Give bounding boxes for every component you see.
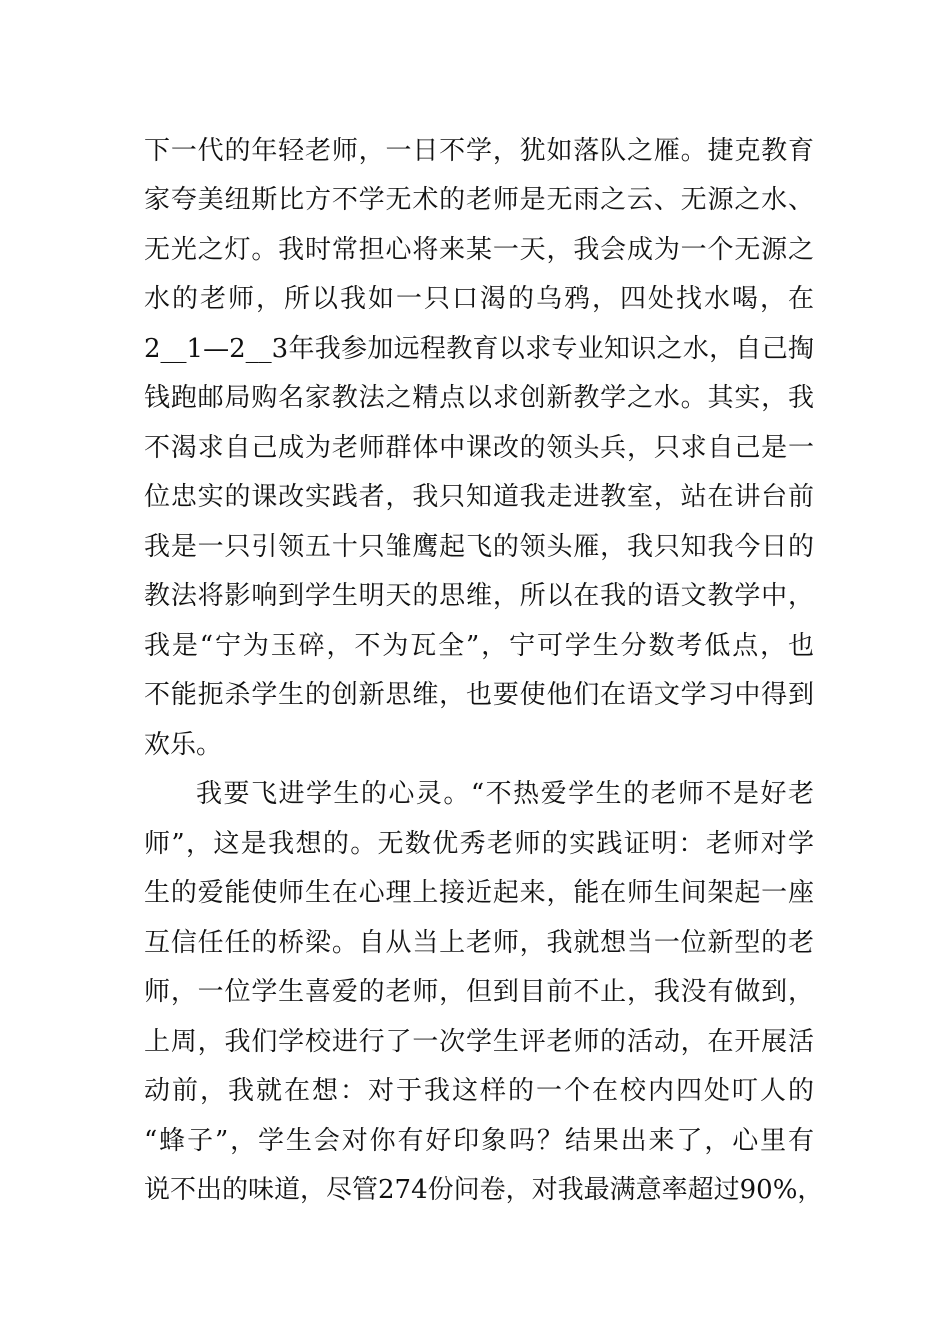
text-line: 我要飞进学生的心灵。“不热爱学生的老师不是好老 xyxy=(196,779,814,809)
text-line: 钱跑邮局购名家教法之精点以求创新教学之水。其实，我 xyxy=(144,383,814,413)
text-line: 位忠实的课改实践者，我只知道我走进教室，站在讲台前 xyxy=(144,482,814,512)
text-line: 水的老师，所以我如一只口渴的乌鸦，四处找水喝，在 xyxy=(144,284,814,314)
text-line: 动前，我就在想：对于我这样的一个在校内四处叮人的 xyxy=(144,1076,814,1106)
text-line: 师，一位学生喜爱的老师，但到目前不止，我没有做到， xyxy=(144,977,814,1007)
text-line: 无光之灯。我时常担心将来某一天，我会成为一个无源之 xyxy=(144,235,814,265)
text-line: 不渴求自己成为老师群体中课改的领头兵，只求自己是一 xyxy=(144,433,814,463)
text-line: 说不出的味道，尽管274份问卷，对我最满意率超过90%， xyxy=(144,1175,824,1205)
text-line: 下一代的年轻老师，一日不学，犹如落队之雁。捷克教育 xyxy=(144,136,814,166)
text-line: 上周，我们学校进行了一次学生评老师的活动，在开展活 xyxy=(144,1027,814,1057)
text-line: 生的爱能使师生在心理上接近起来，能在师生间架起一座 xyxy=(144,878,814,908)
text-line: “蜂子”，学生会对你有好印象吗？结果出来了，心里有 xyxy=(144,1126,814,1156)
text-line: 我是“宁为玉碎，不为瓦全”，宁可学生分数考低点，也 xyxy=(144,631,814,661)
text-line: 教法将影响到学生明天的思维，所以在我的语文教学中， xyxy=(144,581,814,611)
text-line: 师”，这是我想的。无数优秀老师的实践证明：老师对学 xyxy=(144,829,814,859)
text-line: 互信任任的桥梁。自从当上老师，我就想当一位新型的老 xyxy=(144,928,814,958)
text-line: 不能扼杀学生的创新思维，也要使他们在语文学习中得到 xyxy=(144,680,814,710)
text-line: 2__1—2__3年我参加远程教育以求专业知识之水，自己掏 xyxy=(144,334,814,364)
text-line: 我是一只引领五十只雏鹰起飞的领头雁，我只知我今日的 xyxy=(144,532,814,562)
text-line: 家夸美纽斯比方不学无术的老师是无雨之云、无源之水、 xyxy=(144,185,814,215)
text-line: 欢乐。 xyxy=(144,730,223,760)
